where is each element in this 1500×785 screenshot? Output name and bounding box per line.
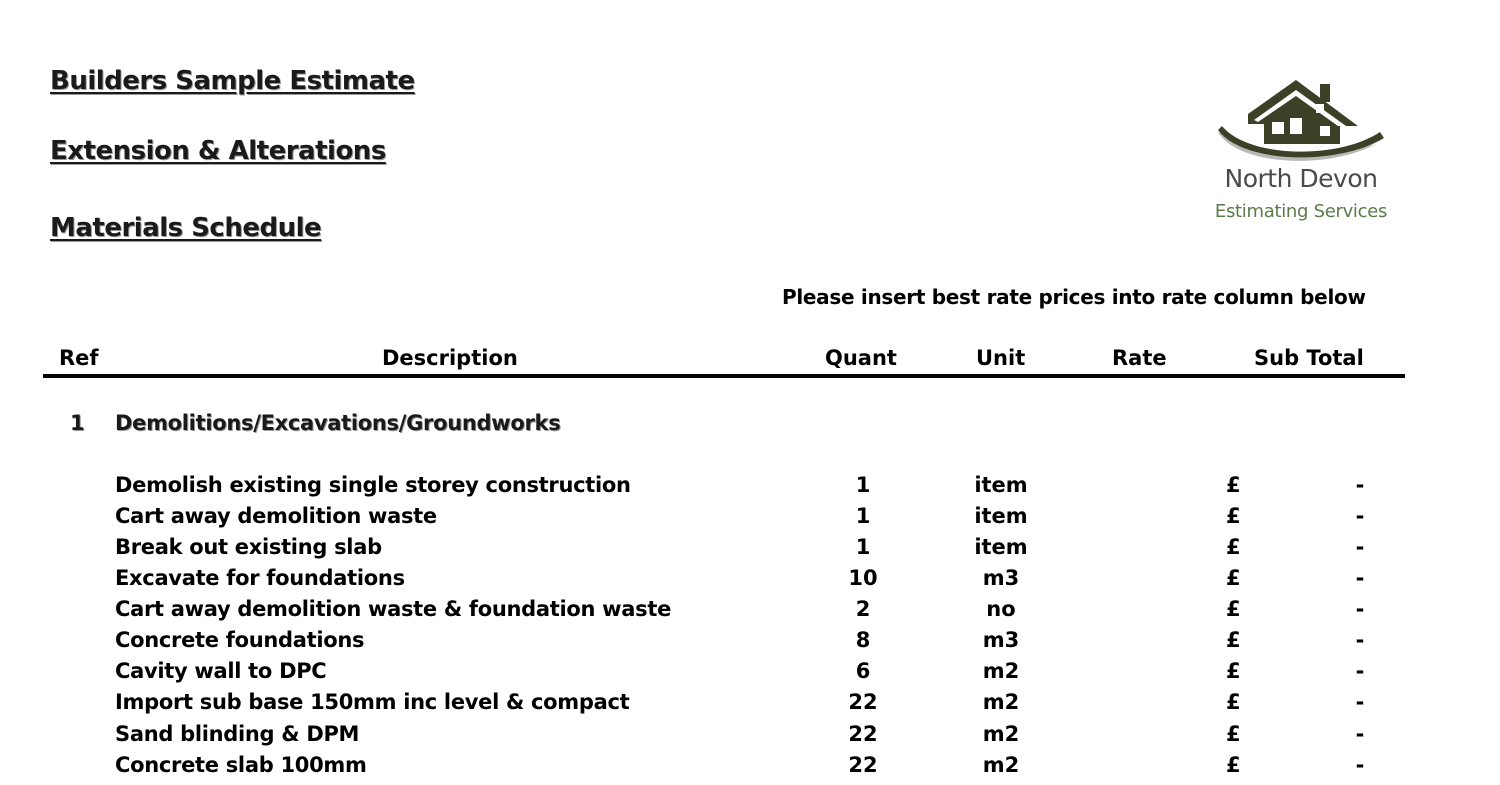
logo-company-name: North Devon [1224,164,1378,193]
row-description: Import sub base 150mm inc level & compact [115,690,630,714]
row-description: Concrete foundations [115,628,365,652]
row-description: Excavate for foundations [115,566,405,590]
row-unit: m2 [982,722,1020,746]
row-quantity: 6 [855,659,871,683]
table-row [0,722,1500,753]
table-row [0,535,1500,566]
house-logo-icon [1208,74,1388,166]
row-description: Demolish existing single storey construction [115,473,631,497]
row-unit: item [974,473,1028,497]
row-description: Cart away demolition waste & foundation waste [115,597,672,621]
row-description: Break out existing slab [115,535,382,559]
column-header-description: Description [382,346,518,370]
row-subtotal: - [1355,566,1365,590]
table-row [0,566,1500,597]
row-subtotal: - [1355,597,1365,621]
row-quantity: 22 [848,690,878,714]
row-subtotal: - [1355,659,1365,683]
table-row [0,753,1500,784]
row-subtotal: - [1355,473,1365,497]
row-currency: £ [1226,597,1241,621]
row-unit: m2 [982,659,1020,683]
row-quantity: 10 [848,566,878,590]
column-header-unit: Unit [976,346,1026,370]
row-quantity: 2 [855,597,871,621]
row-subtotal: - [1355,504,1365,528]
rate-instruction: Please insert best rate prices into rate column below [782,285,1366,309]
row-subtotal: - [1355,535,1365,559]
table-row [0,628,1500,659]
row-quantity: 1 [855,535,871,559]
row-subtotal: - [1355,722,1365,746]
table-row [0,473,1500,504]
row-unit: m2 [982,753,1020,777]
table-row [0,597,1500,628]
column-header-ref: Ref [59,346,99,370]
row-description: Concrete slab 100mm [115,753,367,777]
row-currency: £ [1226,722,1241,746]
row-subtotal: - [1355,753,1365,777]
column-header-subtotal: Sub Total [1254,346,1364,370]
row-subtotal: - [1355,690,1365,714]
table-row [0,659,1500,690]
row-description: Sand blinding & DPM [115,722,360,746]
document-title: Builders Sample Estimate [50,66,415,96]
column-header-quant: Quant [825,346,897,370]
row-unit: item [974,504,1028,528]
row-currency: £ [1226,535,1241,559]
row-unit: no [986,597,1016,621]
table-row [0,690,1500,721]
row-unit: m2 [982,690,1020,714]
table-row [0,504,1500,535]
row-currency: £ [1226,659,1241,683]
logo-company-subtitle: Estimating Services [1214,201,1388,222]
header-divider [43,374,1405,378]
row-quantity: 1 [855,504,871,528]
row-currency: £ [1226,504,1241,528]
schedule-title: Materials Schedule [50,213,322,243]
section-ref: 1 [70,411,85,435]
row-currency: £ [1226,473,1241,497]
column-header-rate: Rate [1112,346,1167,370]
row-quantity: 22 [848,722,878,746]
row-quantity: 1 [855,473,871,497]
row-description: Cart away demolition waste [115,504,437,528]
row-quantity: 22 [848,753,878,777]
row-unit: item [974,535,1028,559]
row-currency: £ [1226,690,1241,714]
company-logo [1186,74,1416,234]
row-subtotal: - [1355,628,1365,652]
row-currency: £ [1226,753,1241,777]
row-unit: m3 [982,566,1020,590]
row-quantity: 8 [855,628,871,652]
row-currency: £ [1226,628,1241,652]
row-currency: £ [1226,566,1241,590]
row-unit: m3 [982,628,1020,652]
row-description: Cavity wall to DPC [115,659,327,683]
section-title: Demolitions/Excavations/Groundworks [115,411,561,435]
project-title: Extension & Alterations [50,136,386,166]
